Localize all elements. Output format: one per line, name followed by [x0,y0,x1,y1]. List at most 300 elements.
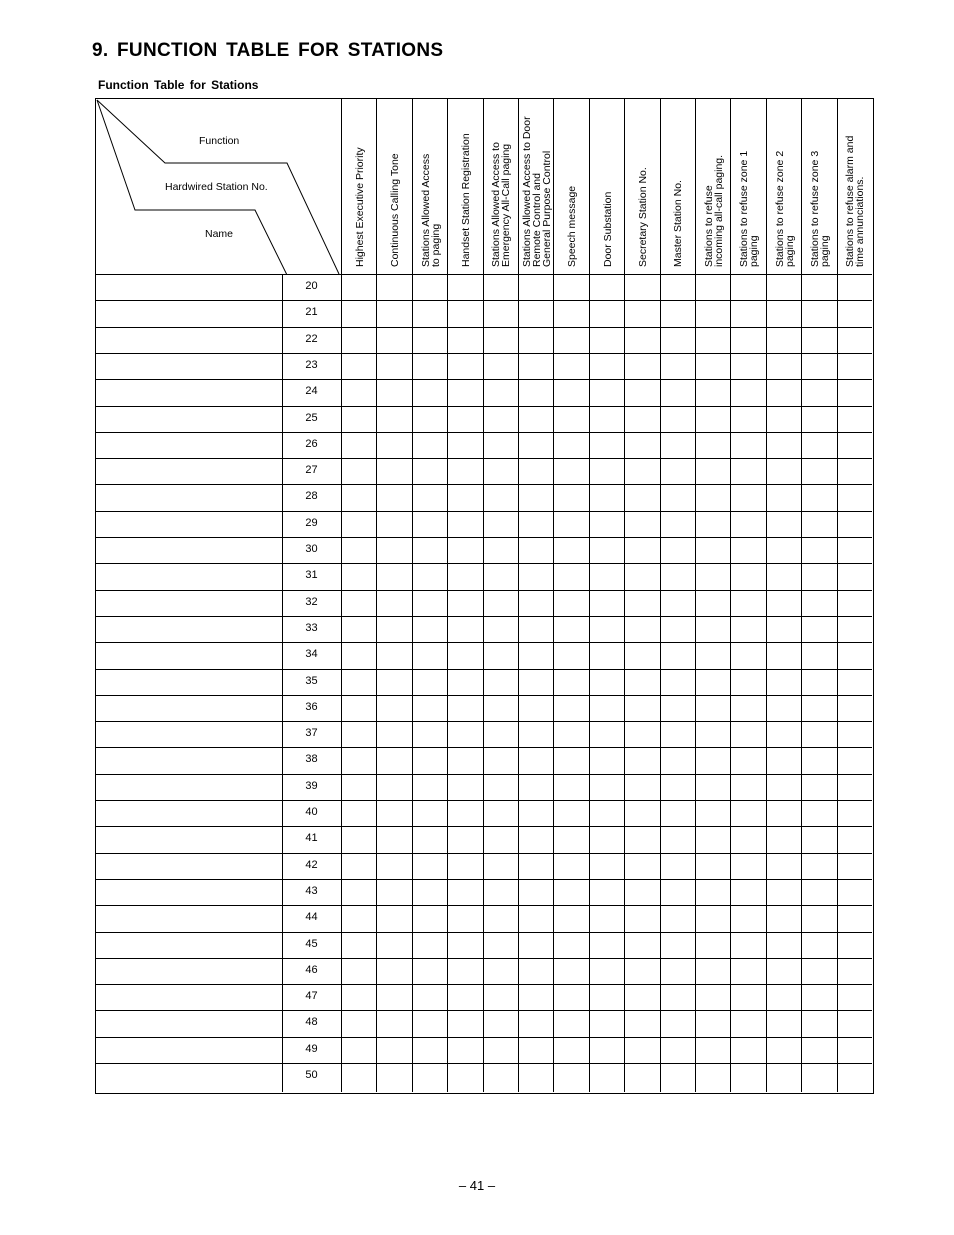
function-cell[interactable] [589,406,624,432]
function-cell[interactable] [447,616,482,642]
function-cell[interactable] [766,511,801,537]
function-cell[interactable] [730,616,765,642]
function-cell[interactable] [553,1063,588,1089]
function-cell[interactable] [730,747,765,773]
function-cell[interactable] [483,747,518,773]
station-name-cell[interactable] [95,379,282,405]
function-cell[interactable] [660,669,695,695]
function-cell[interactable] [730,484,765,510]
function-cell[interactable] [766,669,801,695]
function-cell[interactable] [447,669,482,695]
function-cell[interactable] [412,721,447,747]
station-name-cell[interactable] [95,747,282,773]
function-cell[interactable] [730,327,765,353]
function-cell[interactable] [801,616,836,642]
function-cell[interactable] [695,563,730,589]
function-cell[interactable] [801,800,836,826]
function-cell[interactable] [801,721,836,747]
function-cell[interactable] [801,484,836,510]
function-cell[interactable] [341,669,376,695]
station-name-cell[interactable] [95,958,282,984]
function-cell[interactable] [412,353,447,379]
station-name-cell[interactable] [95,984,282,1010]
function-cell[interactable] [447,300,482,326]
function-cell[interactable] [518,274,553,300]
function-cell[interactable] [695,747,730,773]
function-cell[interactable] [695,590,730,616]
function-cell[interactable] [341,379,376,405]
function-cell[interactable] [801,695,836,721]
function-cell[interactable] [660,1063,695,1089]
function-cell[interactable] [837,747,872,773]
function-cell[interactable] [837,563,872,589]
station-name-cell[interactable] [95,590,282,616]
function-cell[interactable] [412,826,447,852]
function-cell[interactable] [589,537,624,563]
function-cell[interactable] [837,537,872,563]
function-cell[interactable] [837,721,872,747]
function-cell[interactable] [766,1037,801,1063]
function-cell[interactable] [589,984,624,1010]
function-cell[interactable] [766,853,801,879]
function-cell[interactable] [589,379,624,405]
function-cell[interactable] [412,616,447,642]
function-cell[interactable] [376,484,411,510]
function-cell[interactable] [766,563,801,589]
station-name-cell[interactable] [95,905,282,931]
function-cell[interactable] [553,984,588,1010]
function-cell[interactable] [695,774,730,800]
function-cell[interactable] [766,327,801,353]
function-cell[interactable] [483,616,518,642]
function-cell[interactable] [376,642,411,668]
function-cell[interactable] [376,458,411,484]
function-cell[interactable] [695,484,730,510]
function-cell[interactable] [624,484,659,510]
function-cell[interactable] [553,826,588,852]
function-cell[interactable] [766,406,801,432]
function-cell[interactable] [766,590,801,616]
function-cell[interactable] [837,590,872,616]
function-cell[interactable] [589,958,624,984]
function-cell[interactable] [376,721,411,747]
function-cell[interactable] [660,800,695,826]
function-cell[interactable] [660,1010,695,1036]
station-name-cell[interactable] [95,511,282,537]
function-cell[interactable] [376,905,411,931]
function-cell[interactable] [837,853,872,879]
function-cell[interactable] [801,274,836,300]
function-cell[interactable] [483,432,518,458]
function-cell[interactable] [376,800,411,826]
function-cell[interactable] [695,511,730,537]
function-cell[interactable] [624,800,659,826]
function-cell[interactable] [341,406,376,432]
function-cell[interactable] [553,642,588,668]
function-cell[interactable] [660,432,695,458]
function-cell[interactable] [518,616,553,642]
function-cell[interactable] [801,932,836,958]
function-cell[interactable] [695,721,730,747]
function-cell[interactable] [801,853,836,879]
function-cell[interactable] [447,511,482,537]
station-name-cell[interactable] [95,853,282,879]
function-cell[interactable] [624,537,659,563]
function-cell[interactable] [801,1037,836,1063]
function-cell[interactable] [660,563,695,589]
function-cell[interactable] [376,853,411,879]
function-cell[interactable] [837,984,872,1010]
station-name-cell[interactable] [95,274,282,300]
function-cell[interactable] [341,958,376,984]
function-cell[interactable] [660,879,695,905]
function-cell[interactable] [412,879,447,905]
function-cell[interactable] [553,353,588,379]
function-cell[interactable] [553,721,588,747]
function-cell[interactable] [660,774,695,800]
function-cell[interactable] [412,669,447,695]
station-name-cell[interactable] [95,1010,282,1036]
function-cell[interactable] [553,484,588,510]
function-cell[interactable] [412,905,447,931]
function-cell[interactable] [447,932,482,958]
function-cell[interactable] [553,853,588,879]
function-cell[interactable] [801,432,836,458]
function-cell[interactable] [695,695,730,721]
function-cell[interactable] [341,905,376,931]
function-cell[interactable] [695,1063,730,1089]
function-cell[interactable] [483,563,518,589]
function-cell[interactable] [801,458,836,484]
function-cell[interactable] [730,1037,765,1063]
function-cell[interactable] [518,853,553,879]
function-cell[interactable] [624,563,659,589]
function-cell[interactable] [589,747,624,773]
function-cell[interactable] [412,853,447,879]
function-cell[interactable] [518,669,553,695]
function-cell[interactable] [412,958,447,984]
function-cell[interactable] [376,932,411,958]
function-cell[interactable] [341,511,376,537]
function-cell[interactable] [730,300,765,326]
function-cell[interactable] [376,826,411,852]
function-cell[interactable] [447,879,482,905]
function-cell[interactable] [376,958,411,984]
function-cell[interactable] [695,905,730,931]
function-cell[interactable] [518,379,553,405]
function-cell[interactable] [553,300,588,326]
function-cell[interactable] [624,747,659,773]
function-cell[interactable] [589,484,624,510]
function-cell[interactable] [518,1010,553,1036]
function-cell[interactable] [447,274,482,300]
function-cell[interactable] [553,932,588,958]
function-cell[interactable] [624,300,659,326]
function-cell[interactable] [553,274,588,300]
function-cell[interactable] [447,406,482,432]
function-cell[interactable] [553,590,588,616]
function-cell[interactable] [447,458,482,484]
function-cell[interactable] [447,1037,482,1063]
function-cell[interactable] [518,406,553,432]
function-cell[interactable] [660,537,695,563]
function-cell[interactable] [730,563,765,589]
function-cell[interactable] [801,379,836,405]
function-cell[interactable] [837,300,872,326]
function-cell[interactable] [483,1010,518,1036]
function-cell[interactable] [483,511,518,537]
function-cell[interactable] [660,642,695,668]
function-cell[interactable] [624,853,659,879]
function-cell[interactable] [624,274,659,300]
station-name-cell[interactable] [95,800,282,826]
function-cell[interactable] [660,932,695,958]
function-cell[interactable] [624,327,659,353]
function-cell[interactable] [412,800,447,826]
function-cell[interactable] [483,958,518,984]
function-cell[interactable] [483,642,518,668]
function-cell[interactable] [766,616,801,642]
function-cell[interactable] [447,853,482,879]
function-cell[interactable] [766,879,801,905]
function-cell[interactable] [412,406,447,432]
function-cell[interactable] [376,695,411,721]
function-cell[interactable] [518,458,553,484]
function-cell[interactable] [766,774,801,800]
function-cell[interactable] [624,984,659,1010]
function-cell[interactable] [341,432,376,458]
function-cell[interactable] [412,1010,447,1036]
function-cell[interactable] [341,353,376,379]
function-cell[interactable] [376,432,411,458]
function-cell[interactable] [589,774,624,800]
function-cell[interactable] [589,1010,624,1036]
function-cell[interactable] [483,458,518,484]
function-cell[interactable] [801,826,836,852]
function-cell[interactable] [801,905,836,931]
function-cell[interactable] [766,905,801,931]
function-cell[interactable] [412,747,447,773]
function-cell[interactable] [695,300,730,326]
function-cell[interactable] [589,590,624,616]
function-cell[interactable] [660,958,695,984]
function-cell[interactable] [412,1063,447,1089]
function-cell[interactable] [695,537,730,563]
function-cell[interactable] [837,274,872,300]
function-cell[interactable] [766,484,801,510]
function-cell[interactable] [660,590,695,616]
function-cell[interactable] [518,563,553,589]
function-cell[interactable] [518,300,553,326]
function-cell[interactable] [447,695,482,721]
function-cell[interactable] [589,879,624,905]
function-cell[interactable] [447,774,482,800]
function-cell[interactable] [589,642,624,668]
function-cell[interactable] [766,642,801,668]
function-cell[interactable] [624,1037,659,1063]
function-cell[interactable] [447,537,482,563]
function-cell[interactable] [518,642,553,668]
function-cell[interactable] [695,1037,730,1063]
function-cell[interactable] [376,879,411,905]
station-name-cell[interactable] [95,879,282,905]
function-cell[interactable] [447,905,482,931]
function-cell[interactable] [483,327,518,353]
function-cell[interactable] [730,406,765,432]
station-name-cell[interactable] [95,327,282,353]
function-cell[interactable] [660,905,695,931]
function-cell[interactable] [447,1010,482,1036]
function-cell[interactable] [447,721,482,747]
function-cell[interactable] [553,537,588,563]
function-cell[interactable] [660,853,695,879]
function-cell[interactable] [483,353,518,379]
function-cell[interactable] [553,563,588,589]
function-cell[interactable] [624,432,659,458]
function-cell[interactable] [341,458,376,484]
function-cell[interactable] [837,353,872,379]
function-cell[interactable] [447,484,482,510]
function-cell[interactable] [730,800,765,826]
function-cell[interactable] [341,616,376,642]
function-cell[interactable] [447,800,482,826]
function-cell[interactable] [660,406,695,432]
function-cell[interactable] [801,537,836,563]
station-name-cell[interactable] [95,300,282,326]
function-cell[interactable] [553,879,588,905]
function-cell[interactable] [412,511,447,537]
function-cell[interactable] [483,590,518,616]
function-cell[interactable] [801,1063,836,1089]
function-cell[interactable] [483,379,518,405]
function-cell[interactable] [412,327,447,353]
function-cell[interactable] [801,669,836,695]
function-cell[interactable] [341,563,376,589]
function-cell[interactable] [412,537,447,563]
function-cell[interactable] [801,774,836,800]
station-name-cell[interactable] [95,616,282,642]
function-cell[interactable] [341,484,376,510]
function-cell[interactable] [660,327,695,353]
function-cell[interactable] [447,563,482,589]
function-cell[interactable] [837,379,872,405]
function-cell[interactable] [624,669,659,695]
function-cell[interactable] [695,669,730,695]
function-cell[interactable] [837,826,872,852]
function-cell[interactable] [553,958,588,984]
function-cell[interactable] [483,274,518,300]
function-cell[interactable] [837,432,872,458]
function-cell[interactable] [766,353,801,379]
function-cell[interactable] [518,432,553,458]
function-cell[interactable] [412,300,447,326]
function-cell[interactable] [801,563,836,589]
function-cell[interactable] [447,432,482,458]
function-cell[interactable] [730,537,765,563]
function-cell[interactable] [589,353,624,379]
function-cell[interactable] [801,1010,836,1036]
function-cell[interactable] [730,695,765,721]
function-cell[interactable] [837,774,872,800]
station-name-cell[interactable] [95,774,282,800]
function-cell[interactable] [624,826,659,852]
function-cell[interactable] [341,800,376,826]
function-cell[interactable] [766,958,801,984]
function-cell[interactable] [341,1037,376,1063]
function-cell[interactable] [624,590,659,616]
function-cell[interactable] [376,274,411,300]
function-cell[interactable] [837,958,872,984]
function-cell[interactable] [730,721,765,747]
function-cell[interactable] [589,853,624,879]
function-cell[interactable] [624,958,659,984]
function-cell[interactable] [766,984,801,1010]
function-cell[interactable] [695,853,730,879]
function-cell[interactable] [801,327,836,353]
function-cell[interactable] [447,958,482,984]
function-cell[interactable] [695,274,730,300]
function-cell[interactable] [837,1063,872,1089]
function-cell[interactable] [624,458,659,484]
function-cell[interactable] [518,484,553,510]
function-cell[interactable] [624,379,659,405]
function-cell[interactable] [730,932,765,958]
function-cell[interactable] [376,300,411,326]
function-cell[interactable] [660,484,695,510]
function-cell[interactable] [518,721,553,747]
function-cell[interactable] [730,879,765,905]
function-cell[interactable] [766,747,801,773]
function-cell[interactable] [589,826,624,852]
function-cell[interactable] [412,432,447,458]
function-cell[interactable] [624,932,659,958]
function-cell[interactable] [553,458,588,484]
function-cell[interactable] [412,932,447,958]
function-cell[interactable] [695,800,730,826]
function-cell[interactable] [376,379,411,405]
function-cell[interactable] [801,590,836,616]
function-cell[interactable] [553,774,588,800]
function-cell[interactable] [483,669,518,695]
function-cell[interactable] [837,879,872,905]
function-cell[interactable] [483,300,518,326]
function-cell[interactable] [589,274,624,300]
function-cell[interactable] [376,406,411,432]
function-cell[interactable] [483,1063,518,1089]
function-cell[interactable] [660,511,695,537]
function-cell[interactable] [766,932,801,958]
function-cell[interactable] [801,958,836,984]
function-cell[interactable] [695,1010,730,1036]
function-cell[interactable] [518,905,553,931]
function-cell[interactable] [801,879,836,905]
function-cell[interactable] [695,826,730,852]
function-cell[interactable] [341,642,376,668]
function-cell[interactable] [695,879,730,905]
function-cell[interactable] [730,1063,765,1089]
function-cell[interactable] [695,458,730,484]
function-cell[interactable] [518,511,553,537]
function-cell[interactable] [376,590,411,616]
function-cell[interactable] [341,590,376,616]
station-name-cell[interactable] [95,826,282,852]
function-cell[interactable] [553,327,588,353]
function-cell[interactable] [483,406,518,432]
function-cell[interactable] [483,800,518,826]
function-cell[interactable] [730,669,765,695]
function-cell[interactable] [341,1010,376,1036]
function-cell[interactable] [660,721,695,747]
